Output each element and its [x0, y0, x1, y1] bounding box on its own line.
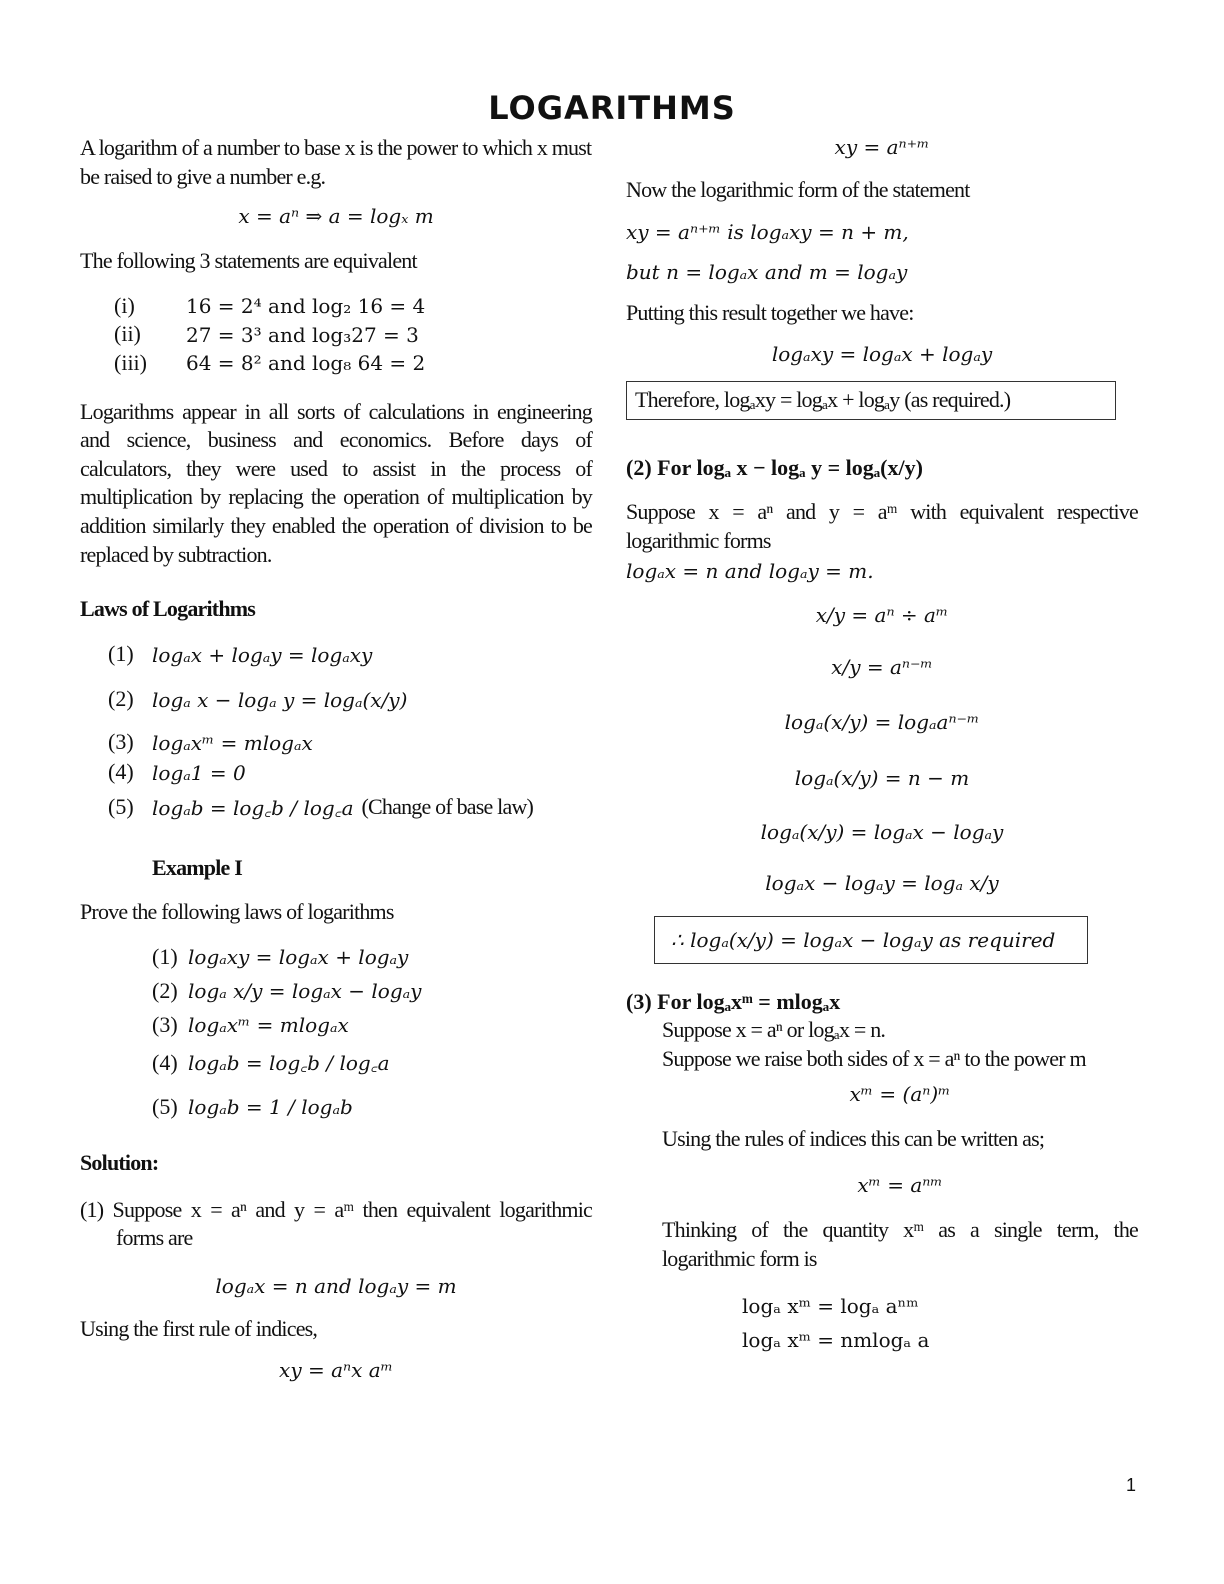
required-box: ∴ logₐ(x/y) = logₐx − logₐy as required [654, 916, 1088, 964]
part-3-heading: (3) For logₐxᵐ = mlogₐx [626, 988, 841, 1014]
solution-1-equation: logₐx = n and logₐy = m [215, 1273, 457, 1298]
part-2-suppose: Suppose x = aⁿ and y = aᵐ with equivalent respective logarithmic forms [626, 499, 1138, 553]
list-item: (5) logₐb = log꜀b / log꜀a (Change of base law) [108, 794, 534, 820]
definition-equation: x = aⁿ ⇒ a = logₓ m [238, 204, 434, 229]
page-title: LOGARITHMS [488, 89, 736, 127]
right-column [626, 134, 1138, 1353]
list-item: (3) logₐxᵐ = mlogₐx [108, 729, 313, 755]
laws-heading: Laws of Logarithms [80, 596, 256, 622]
indices-equation: xᵐ = aⁿᵐ [857, 1172, 943, 1197]
thinking-text: Thinking of the quantity xᵐ as a single term, the logarithmic form is [662, 1216, 1138, 1271]
list-item: (1) logₐx + logₐy = logₐxy [108, 641, 373, 667]
laws-list [80, 638, 592, 828]
left-column [80, 134, 592, 1383]
solution-1-text: (1) Suppose x = aⁿ and y = aᵐ then equivalent logarithmic forms are [80, 1196, 592, 1251]
intro-paragraph: A logarithm of a number to base x is the power to which x must be raised to give a number e.g. [80, 135, 592, 189]
prove-list [80, 941, 592, 1129]
log-form-intro: Now the logarithmic form of the statement [626, 177, 970, 202]
step-equation: x/y = aⁿ⁻ᵐ [831, 654, 933, 679]
step-equation: logₐ(x/y) = n − m [794, 765, 970, 790]
step-equation: logₐ(x/y) = logₐx − logₐy [760, 819, 1004, 844]
power-equation: xᵐ = (aⁿ)ᵐ [849, 1082, 951, 1107]
part-2-forms: logₐx = n and logₐy = m. [626, 558, 874, 583]
xy-sum-equation: xy = aⁿ⁺ᵐ [834, 135, 930, 159]
final-equation-1: logₐ xᵐ = logₐ aⁿᵐ [742, 1294, 919, 1319]
part-3-suppose: Suppose x = aⁿ or logₐx = n. [662, 1017, 886, 1043]
step-equation: logₐx − logₐy = logₐ x/y [765, 870, 999, 895]
statements-list [80, 292, 592, 378]
result-equation: logₐxy = logₐx + logₐy [771, 342, 993, 367]
list-item: (5) logₐb = 1 / logₐb [152, 1093, 353, 1119]
part-2-heading: (2) For logₐ x − logₐ y = logₐ(x/y) [626, 454, 923, 480]
page-number: 1 [1126, 1475, 1137, 1495]
list-item: (2) logₐ x − logₐ y = logₐ(x/y) [108, 686, 408, 712]
steps-list [626, 590, 1138, 908]
indices-text: Using the rules of indices this can be written as; [662, 1126, 1045, 1152]
putting-text: Putting this result together we have: [626, 299, 914, 325]
step-equation: logₐ(x/y) = logₐaⁿ⁻ᵐ [784, 709, 980, 734]
list-item: (3) logₐxᵐ = mlogₐx [152, 1011, 349, 1037]
example-heading: Example I [152, 854, 242, 880]
first-rule-text: Using the first rule of indices, [80, 1315, 318, 1341]
step-equation: x/y = aⁿ ÷ aᵐ [815, 602, 949, 627]
prove-intro: Prove the following laws of logarithms [80, 899, 394, 925]
solution-heading: Solution: [80, 1149, 159, 1175]
list-item: (4) logₐ1 = 0 [108, 759, 246, 785]
list-item: (1) logₐxy = logₐx + logₐy [152, 943, 409, 969]
final-equation-2: logₐ xᵐ = nmlogₐ a [742, 1328, 930, 1353]
list-item: (i) 16 = 2⁴ and log₂ 16 = 4 [114, 292, 426, 319]
list-item: (2) logₐ x/y = logₐx − logₐy [152, 977, 422, 1003]
therefore-box: Therefore, logₐxy = logₐx + logₐy (as required.) [626, 381, 1116, 420]
xy-equation: xy = aⁿx aᵐ [279, 1358, 393, 1383]
list-item: (iii) 64 = 8² and log₈ 64 = 2 [114, 349, 426, 376]
list-item: (4) logₐb = log꜀b / log꜀a [152, 1049, 390, 1075]
log-form-equation: xy = aⁿ⁺ᵐ is logₐxy = n + m, [626, 219, 909, 244]
logarithms-paragraph: Logarithms appear in all sorts of calculations in engineering and science, business and economics. Before days of calculators, they were used to assist in the process of multiplication by replacing the operation of multiplication by addition similarly they enabled the operation of division to be replaced by subtraction. [80, 398, 592, 567]
but-equation: but n = logₐx and m = logₐy [626, 259, 908, 284]
part-3-body [626, 1016, 1138, 1353]
list-item: (ii) 27 = 3³ and log₃27 = 3 [114, 321, 419, 347]
equivalent-intro: The following 3 statements are equivalent [80, 248, 417, 274]
part-3-raise: Suppose we raise both sides of x = aⁿ to the power m [662, 1045, 1086, 1071]
